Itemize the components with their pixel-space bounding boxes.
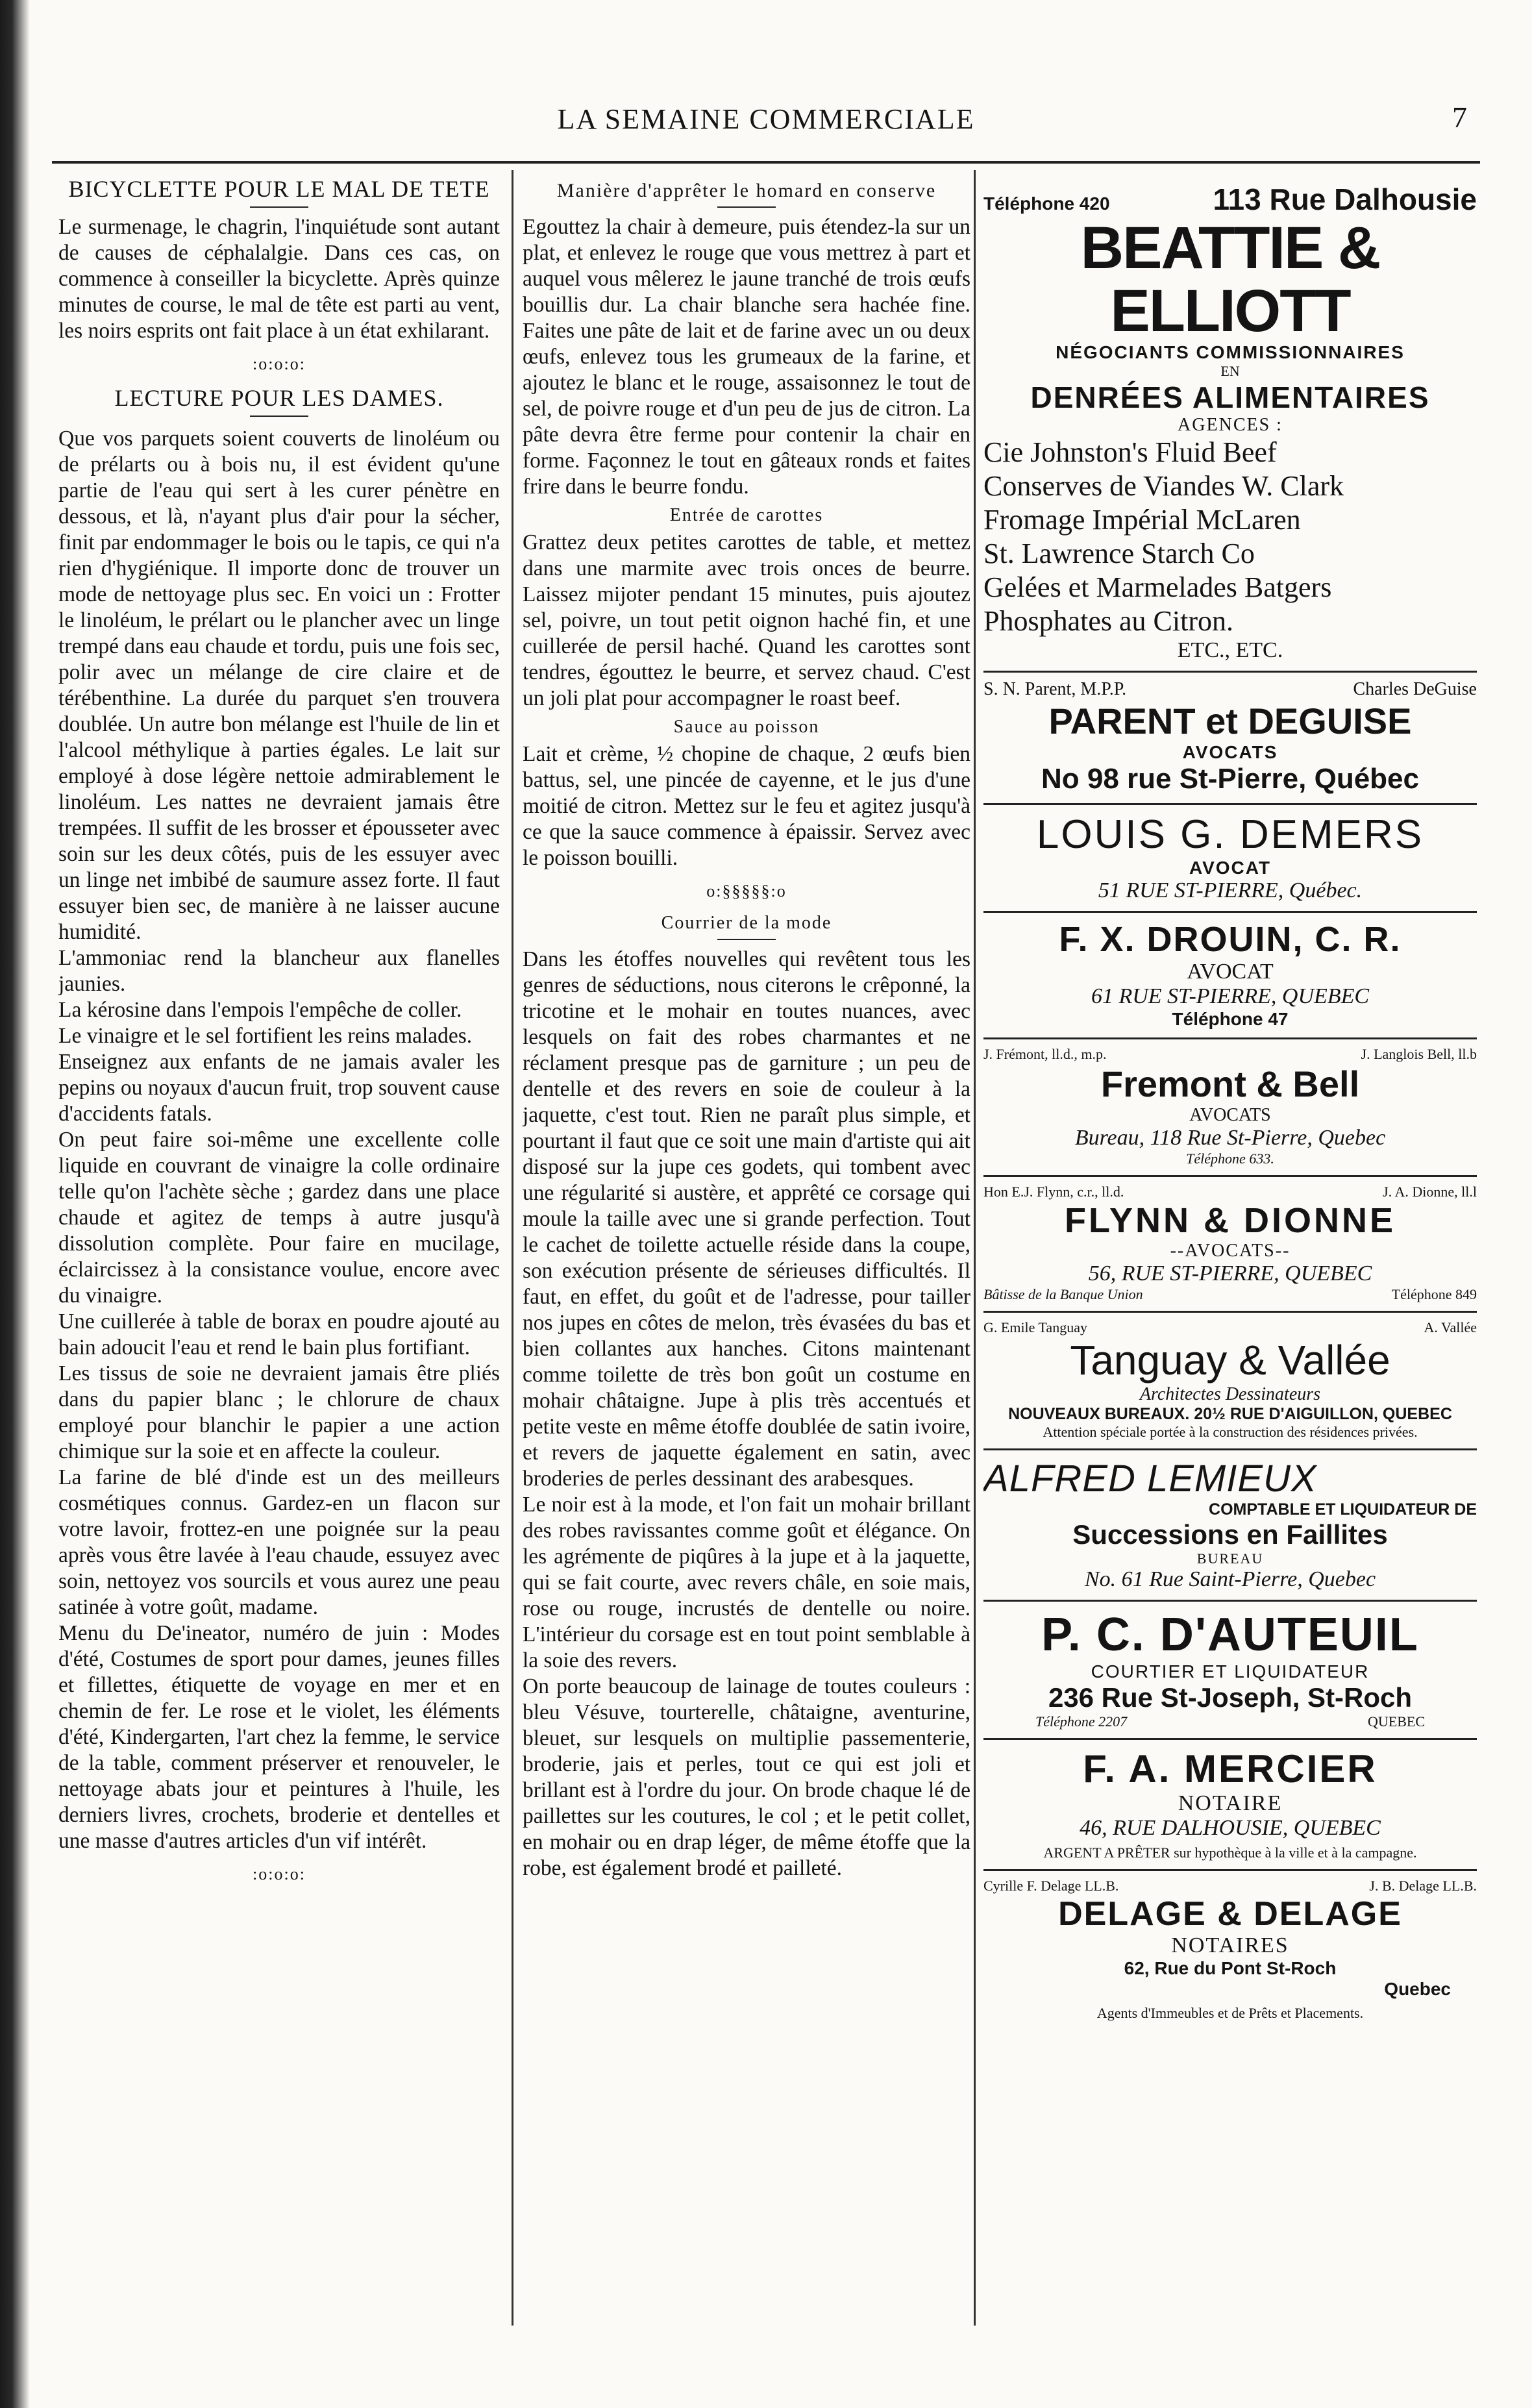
scan-binding-edge — [0, 0, 30, 2408]
ad-building: Bâtisse de la Banque Union — [983, 1286, 1143, 1303]
ad-role: COURTIER ET LIQUIDATEUR — [1091, 1661, 1370, 1682]
ad-partner-left: G. Emile Tanguay — [983, 1319, 1087, 1336]
heading-rule — [717, 939, 776, 940]
ad-role: AVOCAT — [1189, 858, 1272, 878]
ad-bureau-label: BUREAU — [1196, 1550, 1264, 1567]
ad-dauteuil — [983, 1602, 1477, 1740]
ad-partner-left: S. N. Parent, M.P.P. — [983, 679, 1127, 700]
column-divider — [512, 170, 513, 2326]
ad-firm-name: Tanguay & Vallée — [1070, 1337, 1390, 1384]
ad-firm-name: DELAGE & DELAGE — [1058, 1895, 1402, 1933]
ad-alfred-lemieux — [983, 1450, 1477, 1602]
ad-address: 46, RUE DALHOUSIE, QUEBEC — [1080, 1816, 1381, 1841]
ad-etc: ETC., ETC. — [1177, 638, 1283, 663]
ad-partner-right: A. Vallée — [1424, 1319, 1477, 1336]
column-middle — [523, 175, 970, 1881]
article-paragraph: Que vos parquets soient couverts de linoléum ou de prélarts ou à bois nu, il est évident qu'une partie de l'eau qui sert à les curer pénètre en dessous, et là, n'ayant plus d'air pour la sécher, finit par endommager le bois ou le tapis, ce qui n'a rien d'hygiénique. Il importe donc de trouver un mode de nettoyage plus sec. En voici un : Frotter le linoléum, le prélart ou le plancher avec un linge trempé dans eau chaude et tordu, puis une fois sec, polir avec un mélange de cire claire et de térébenthine. La durée du parquet s'en trouvera doublée. Un autre bon mélange est l'huile de lin et l'alcool méthylique à parties égales. Le lait sur employé à dose légère nettoie admirablement le linoléum. Les nattes ne devraient jamais être trempées. Il suffit de les brosser et épousseter avec soin sur les deux côtés, puis de les essuyer avec un linge net imbibé de saumure assez forte. Il faut essuyer bien sec, de manière à ne laisser aucune humidité. — [58, 427, 500, 944]
ad-tanguay-vallee — [983, 1313, 1477, 1450]
ad-firm-name: PARENT et DEGUISE — [1048, 701, 1412, 742]
article-heading: BICYCLETTE POUR LE MAL DE TETE — [68, 176, 490, 202]
ad-telephone: Téléphone 47 — [1172, 1009, 1289, 1030]
column-advertisements — [983, 175, 1477, 2029]
article-subheading: Sauce au poisson — [673, 717, 820, 737]
masthead — [39, 97, 1493, 156]
ad-subtitle: NÉGOCIANTS COMMISSIONNAIRES — [1056, 342, 1405, 363]
ad-fremont-bell — [983, 1039, 1477, 1177]
ad-address: 51 RUE ST-PIERRE, Québec. — [1098, 878, 1363, 903]
ad-agency-line: Conserves de Viandes W. Clark — [983, 470, 1344, 503]
ad-mercier — [983, 1740, 1477, 1871]
article-paragraph: La kérosine dans l'empois l'empêche de coller. — [58, 998, 462, 1022]
ad-partner-right: J. A. Dionne, ll.l — [1383, 1184, 1477, 1200]
article-paragraph: Menu du De'ineator, numéro de juin : Modes d'été, Costumes de sport pour dames, jeunes filles et fillettes, étiquette de voyage en mer et en chemin de fer. Le rose et le violet, les éléments d'été, Kindergarten, l'art chez la femme, le service de la table, comment préserver et renouveler, le nettoyage abats jour et peintures à l'huile, les derniers livres, crochets, broderie et dentelles et une masse d'autres articles d'un vif intérêt. — [58, 1621, 500, 1853]
section-separator: :o:o:o: — [253, 1865, 306, 1883]
article-paragraph: Les tissus de soie ne devraient jamais être pliés dans du papier blanc ; le chlorure de chaux employé pour blanchir le papier a une action chimique sur la soie et en affecte la couleur. — [58, 1361, 500, 1463]
ad-city: QUEBEC — [1368, 1713, 1425, 1730]
heading-rule — [717, 206, 776, 208]
column-left — [58, 175, 500, 1894]
ad-drouin — [983, 913, 1477, 1039]
ad-city: Quebec — [1384, 1979, 1451, 2000]
ad-role: AVOCATS — [1182, 742, 1278, 763]
article-heading: Manière d'apprêter le homard en conserve — [556, 180, 937, 201]
ad-firm-name: F. X. DROUIN, C. R. — [1059, 920, 1402, 960]
article-paragraph: L'ammoniac rend la blancheur aux flanelles jaunies. — [58, 946, 500, 996]
ad-role: --AVOCATS-- — [1170, 1241, 1291, 1261]
ad-role: NOTAIRES — [1171, 1933, 1289, 1958]
ad-role: AVOCAT — [1187, 960, 1274, 984]
ad-address: No 98 rue St-Pierre, Québec — [1041, 763, 1419, 795]
ad-agency-line: St. Lawrence Starch Co — [983, 538, 1255, 570]
article-paragraph: Dans les étoffes nouvelles qui revêtent tous les genres de séductions, nous citerons le crêponné, la tricotine et le mohair en toutes nuances, avec lesquels on fait des robes charmantes et ne réclament presque pas de garniture ; un peu de dentelle et des revers en soie de couleur à la jaquette, c'est tout. Rien ne paraît plus simple, et pourtant il faut que ce soit une main d'artiste qui ait disposé sur la jupe ces godets, qui tombent avec une régularité si austère, et apprêté ce corsage qui moule la taille avec une si grande perfection. Tout le cachet de toilette actuelle réside dans la coupe, son exécution présente de sérieuses difficultés. Il faut, en effet, du goût et de l'adresse, pour tailler nos jupes en côtes de melon, très évasées du bas et bien collantes aux hanches. Citons maintenant comme toilette de très bon goût un costume en mohair châtaigne. Jupe à plis très accentués et petite veste en même étoffe doublée de satin ivoire, et revers de jaquette également en satin, avec broderies de perles dessinant des arabesques. — [523, 947, 970, 1491]
ad-agency-line: Phosphates au Citron. — [983, 605, 1233, 638]
heading-rule — [250, 416, 308, 417]
article-paragraph: On porte beaucoup de lainage de toutes couleurs : bleu Vésuve, tourterelle, châtaigne, aventurine, bleuet, sur lesquels on multiplie passementerie, broderie, jais et perles, tout ce qui est joli et brillant est à l'ordre du jour. On brode chaque lé de paillettes sur les coutures, le col ; et le petit collet, en mohair ou en drap léger, de même étoffe que la robe, est également brodé et pailleté. — [523, 1674, 970, 1880]
ad-agency-line: Gelées et Marmelades Batgers — [983, 571, 1332, 604]
page-number: 7 — [1452, 101, 1467, 134]
ad-address: Bureau, 118 Rue St-Pierre, Quebec — [1074, 1126, 1386, 1150]
ad-firm-name: ALFRED LEMIEUX — [983, 1458, 1317, 1500]
ad-address: 56, RUE ST-PIERRE, QUEBEC — [1088, 1261, 1372, 1286]
heading-rule — [250, 206, 308, 208]
article-paragraph: Le vinaigre et le sel fortifient les reins malades. — [58, 1024, 473, 1048]
ad-firm-name: Fremont & Bell — [1100, 1063, 1360, 1105]
ad-address: 236 Rue St-Joseph, St-Roch — [1048, 1682, 1413, 1713]
ad-agencies-label: AGENCES : — [1178, 415, 1283, 436]
ad-firm-name: FLYNN & DIONNE — [1064, 1201, 1396, 1241]
article-paragraph: Une cuillerée à table de borax en poudre ajouté au bain adoucit l'eau et rend le bain plus fortifiant. — [58, 1310, 500, 1359]
ad-firm-name: LOUIS G. DEMERS — [1036, 812, 1424, 858]
ad-partner-right: J. Langlois Bell, ll.b — [1361, 1046, 1477, 1063]
ad-address: No. 61 Rue Saint-Pierre, Quebec — [1084, 1567, 1376, 1592]
ad-beattie-elliott — [983, 175, 1477, 673]
ad-telephone: Téléphone 420 — [983, 193, 1110, 214]
newspaper-title: LA SEMAINE COMMERCIALE — [557, 103, 975, 135]
ad-telephone: Téléphone 2207 — [1035, 1713, 1128, 1730]
ad-specialty: Successions en Faillites — [1072, 1519, 1388, 1550]
ad-partner-right: Charles DeGuise — [1353, 679, 1477, 700]
ad-partner-left: Cyrille F. Delage LL.B. — [983, 1878, 1119, 1894]
article-heading: LECTURE POUR LES DAMES. — [114, 385, 444, 411]
ad-connector: EN — [1220, 363, 1240, 380]
ad-address: 62, Rue du Pont St-Roch — [1124, 1958, 1337, 1979]
article-paragraph: La farine de blé d'inde est un des meilleurs cosmétiques connus. Gardez-en un flacon sur votre lavoir, frottez-en une poignée sur la peau après vous être lavée à l'eau chaude, essuyez avec soin, nettoyez vos sourcils et vous aurez une peau satinée à votre goût, madame. — [58, 1465, 500, 1619]
article-paragraph: Lait et crème, ½ chopine de chaque, 2 œufs bien battus, sel, une pincée de cayenne, et le jus d'une moitié de citron. Mettez sur le feu et agitez jusqu'à ce que la sauce commence à épaissir. Servez avec le poisson bouilli. — [523, 742, 970, 870]
ad-address: 113 Rue Dalhousie — [1213, 182, 1477, 216]
article-paragraph: Le surmenage, le chagrin, l'inquiétude sont autant de causes de céphalalgie. Dans ces cas, on commence à conseiller la bicyclette. Après quinze minutes de course, le mal de tête est parti au vent, les noirs esprits ont fait place à un état exhilarant. — [58, 215, 500, 343]
ad-telephone: Téléphone 633. — [1186, 1150, 1274, 1167]
article-heading: Courrier de la mode — [661, 913, 832, 933]
article-paragraph: Egouttez la chair à demeure, puis étendez-la sur un plat, et enlevez le rouge que vous mettrez à part et auquel vous mêlerez le jaune tranché de trois œufs bouillis dur. La chair blanche sera hachée fine. Faites une pâte de lait et de farine avec un ou deux œufs, enlevez tous les grumeaux de la farine, et ajoutez le blanc et le rouge, assaisonnez le tout de sel, de poivre rouge et d'un peu de jus de citron. La pâte devra être ferme pour contenir la chair en forme. Façonnez le tout en gâteaux ronds et faites frire dans le beurre fondu. — [523, 215, 970, 499]
ad-agency-line: Fromage Impérial McLaren — [983, 504, 1301, 536]
article-paragraph: On peut faire soi-même une excellente colle liquide en couvrant de vinaigre la colle ordinaire telle qu'on l'achète sèche ; gardez dans une place chaude et agitez de temps à autre jusqu'à dissolution complète. Pour faire en mucilage, éclaircissez à la consistance voulue, encore avec du vinaigre. — [58, 1128, 500, 1308]
article-paragraph: Le noir est à la mode, et l'on fait un mohair brillant des robes ravissantes comme goût et élégance. On les agrémente de piqûres à la jupe et à la jaquette, qui se fait courte, avec revers châle, en soie mais, rose ou rouge, incrustés de dentelle ou noire. L'intérieur du corsage est en tout point semblable à la soie des revers. — [523, 1493, 970, 1672]
ad-address: 61 RUE ST-PIERRE, QUEBEC — [1091, 984, 1370, 1009]
masthead-rule — [52, 161, 1480, 164]
ad-partner-right: J. B. Delage LL.B. — [1369, 1878, 1477, 1894]
column-divider — [974, 170, 976, 2326]
ad-partner-left: Hon E.J. Flynn, c.r., ll.d. — [983, 1184, 1124, 1200]
article-paragraph: Enseignez aux enfants de ne jamais avaler les pepins ou noyaux d'aucun fruit, trop souvent cause d'accidents fatals. — [58, 1050, 500, 1126]
article-subheading: Entrée de carottes — [669, 505, 824, 525]
section-separator: o:§§§§§:o — [706, 882, 787, 900]
ad-louis-demers — [983, 805, 1477, 913]
ad-telephone: Téléphone 849 — [1391, 1286, 1477, 1303]
ad-delage — [983, 1871, 1477, 2029]
ad-role: COMPTABLE ET LIQUIDATEUR DE — [1209, 1500, 1477, 1519]
section-separator: :o:o:o: — [253, 354, 306, 373]
ad-note: ARGENT A PRÊTER sur hypothèque à la ville et à la campagne. — [1043, 1844, 1417, 1861]
ad-partner-left: J. Frémont, ll.d., m.p. — [983, 1046, 1107, 1063]
ad-flynn-dionne — [983, 1177, 1477, 1313]
ad-firm-name: F. A. MERCIER — [1083, 1747, 1378, 1791]
ad-parent-deguise — [983, 673, 1477, 805]
ad-firm-name: BEATTIE & ELLIOTT — [1080, 215, 1380, 344]
ad-agency-line: Cie Johnston's Fluid Beef — [983, 436, 1277, 469]
ad-firm-name: P. C. D'AUTEUIL — [1041, 1609, 1419, 1661]
ad-role: AVOCATS — [1189, 1105, 1271, 1126]
ad-role: Architectes Dessinateurs — [1139, 1384, 1321, 1405]
ad-role: NOTAIRE — [1178, 1791, 1283, 1816]
ad-address: NOUVEAUX BUREAUX. 20½ RUE D'AIGUILLON, QUEBEC — [1008, 1405, 1452, 1424]
ad-goods-heading: DENRÉES ALIMENTAIRES — [1030, 380, 1430, 415]
ad-note: Agents d'Immeubles et de Prêts et Placements. — [1096, 2005, 1364, 2022]
article-paragraph: Grattez deux petites carottes de table, et mettez dans une marmite avec trois onces de beurre. Laissez mijoter pendant 15 minutes, puis ajoutez sel, poivre, un tout petit oignon haché fin, et une cuillerée de persil haché. Quand les carottes sont tendres, égouttez le beurre, et servez chaud. C'est un joli plat pour accompagner le roast beef. — [523, 530, 970, 710]
ad-note: Attention spéciale portée à la construction des résidences privées. — [1043, 1424, 1418, 1441]
